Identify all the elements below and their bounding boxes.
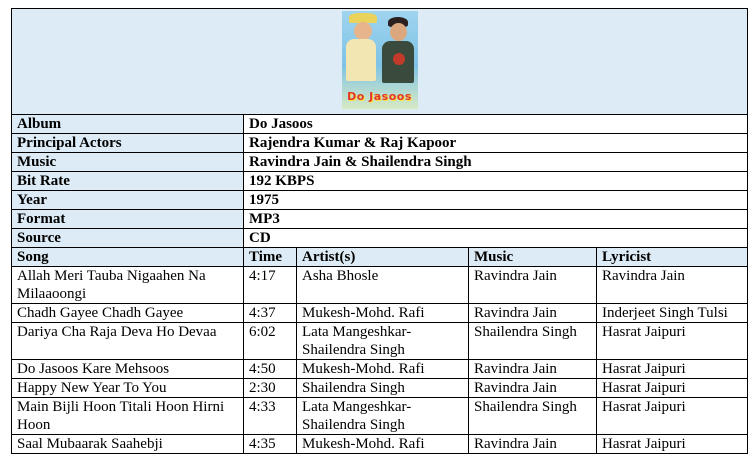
song-artists: Mukesh-Mohd. Rafi (297, 435, 469, 454)
info-value: MP3 (244, 210, 748, 229)
info-value: 1975 (244, 191, 748, 210)
song-music: Ravindra Jain (469, 379, 597, 398)
info-value: CD (244, 229, 748, 248)
info-label: Principal Actors (12, 134, 244, 153)
info-label: Music (12, 153, 244, 172)
song-artists: Shailendra Singh (297, 379, 469, 398)
table-row (12, 323, 748, 360)
song-lyricist: Hasrat Jaipuri (597, 323, 748, 360)
info-row-actors (12, 134, 748, 153)
song-lyricist: Hasrat Jaipuri (597, 398, 748, 435)
song-lyricist: Inderjeet Singh Tulsi (597, 304, 748, 323)
info-value: Rajendra Kumar & Raj Kapoor (244, 134, 748, 153)
badge-icon (393, 53, 405, 65)
song-artists: Mukesh-Mohd. Rafi (297, 360, 469, 379)
album-cover-image (342, 11, 418, 109)
song-lyricist: Hasrat Jaipuri (597, 360, 748, 379)
info-label: Bit Rate (12, 172, 244, 191)
table-row (12, 267, 748, 304)
song-time: 4:17 (244, 267, 297, 304)
song-artists: Asha Bhosle (297, 267, 469, 304)
actor-left-coat (346, 39, 376, 81)
song-artists: Mukesh-Mohd. Rafi (297, 304, 469, 323)
song-music: Shailendra Singh (469, 398, 597, 435)
actor-right-face (390, 23, 407, 41)
info-label: Album (12, 115, 244, 134)
song-table-header (12, 248, 748, 267)
album-info-table (11, 8, 748, 454)
column-header-artists: Artist(s) (297, 248, 469, 267)
song-time: 4:35 (244, 435, 297, 454)
song-time: 4:50 (244, 360, 297, 379)
info-label: Source (12, 229, 244, 248)
song-time: 2:30 (244, 379, 297, 398)
table-row (12, 435, 748, 454)
column-header-music: Music (469, 248, 597, 267)
song-lyricist: Hasrat Jaipuri (597, 379, 748, 398)
column-header-time: Time (244, 248, 297, 267)
cover-row (12, 9, 748, 115)
cover-title-art: Do Jasoos (347, 90, 412, 103)
info-value: Ravindra Jain & Shailendra Singh (244, 153, 748, 172)
song-music: Ravindra Jain (469, 435, 597, 454)
info-label: Year (12, 191, 244, 210)
song-title: Do Jasoos Kare Mehsoos (12, 360, 244, 379)
song-title: Happy New Year To You (12, 379, 244, 398)
song-title: Main Bijli Hoon Titali Hoon Hirni Hoon (12, 398, 244, 435)
table-row (12, 360, 748, 379)
song-artists: Lata Mangeshkar-Shailendra Singh (297, 323, 469, 360)
song-music: Ravindra Jain (469, 360, 597, 379)
song-title: Dariya Cha Raja Deva Ho Devaa (12, 323, 244, 360)
song-time: 4:37 (244, 304, 297, 323)
table-row (12, 398, 748, 435)
info-row-format (12, 210, 748, 229)
column-header-lyricist: Lyricist (597, 248, 748, 267)
song-artists: Lata Mangeshkar-Shailendra Singh (297, 398, 469, 435)
song-lyricist: Ravindra Jain (597, 267, 748, 304)
info-row-album (12, 115, 748, 134)
song-title: Chadh Gayee Chadh Gayee (12, 304, 244, 323)
table-row (12, 379, 748, 398)
column-header-song: Song (12, 248, 244, 267)
info-row-source (12, 229, 748, 248)
song-title: Saal Mubaarak Saahebji (12, 435, 244, 454)
info-value: 192 KBPS (244, 172, 748, 191)
info-row-bitrate (12, 172, 748, 191)
info-label: Format (12, 210, 244, 229)
song-music: Ravindra Jain (469, 267, 597, 304)
info-row-music (12, 153, 748, 172)
song-lyricist: Hasrat Jaipuri (597, 435, 748, 454)
actor-left-face (354, 22, 372, 40)
cover-cell (12, 9, 748, 115)
song-music: Ravindra Jain (469, 304, 597, 323)
song-title: Allah Meri Tauba Nigaahen Na Milaaoongi (12, 267, 244, 304)
song-time: 4:33 (244, 398, 297, 435)
song-music: Shailendra Singh (469, 323, 597, 360)
song-time: 6:02 (244, 323, 297, 360)
table-row (12, 304, 748, 323)
info-row-year (12, 191, 748, 210)
info-value: Do Jasoos (244, 115, 748, 134)
